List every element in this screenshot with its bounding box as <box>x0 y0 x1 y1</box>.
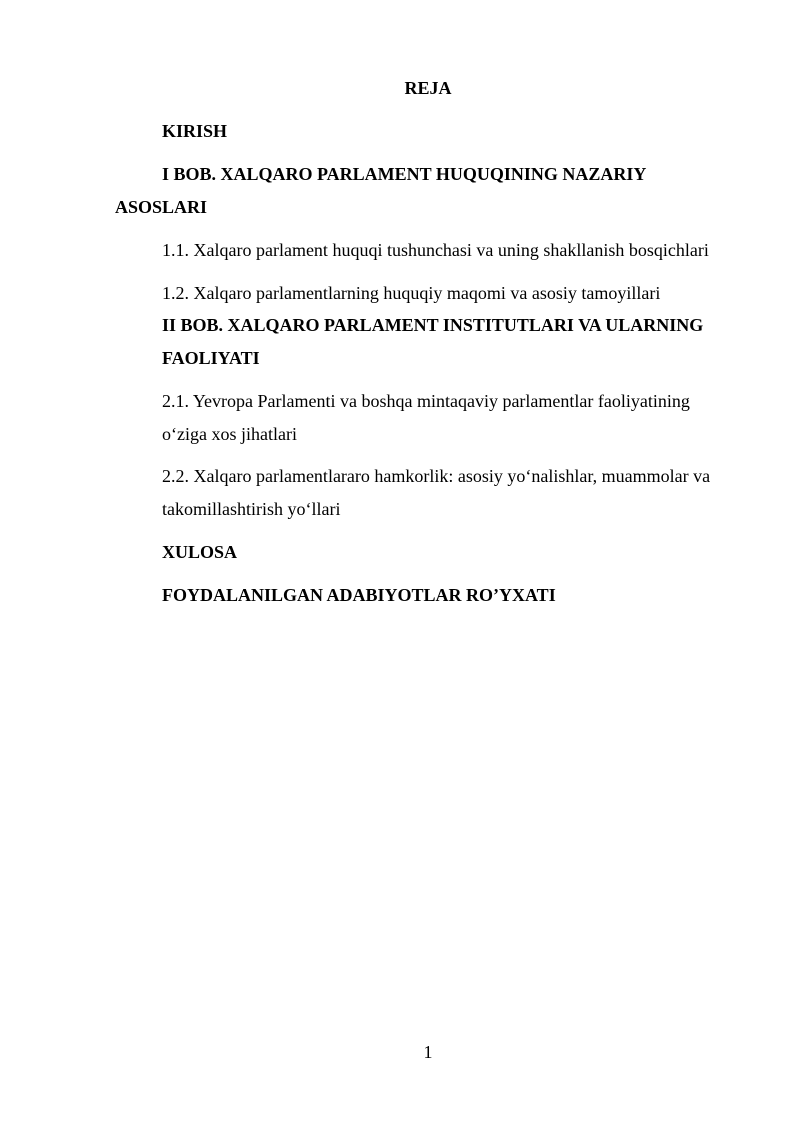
toc-section-1-2: 1.2. Xalqaro parlamentlarning huquqiy maqomi va asosiy tamoyillari <box>162 283 661 303</box>
toc-chapter-1-line-2: ASOSLARI <box>115 197 208 217</box>
toc-chapter-2-line-2: FAOLIYATI <box>162 348 260 368</box>
toc-chapter-2-line-1: II BOB. XALQARO PARLAMENT INSTITUTLARI VA ULARNING <box>162 315 704 335</box>
page-title: REJA <box>404 78 452 98</box>
toc-section-1-1: 1.1. Xalqaro parlament huquqi tushunchasi va uning shakllanish bosqichlari <box>162 240 709 260</box>
toc-section-2-2-line-2: takomillashtirish yo‘llari <box>162 499 341 519</box>
toc-section-2-1-line-1: 2.1. Yevropa Parlamenti va boshqa mintaqaviy parlamentlar faoliyatining <box>162 391 690 411</box>
toc-entry-xulosa: XULOSA <box>162 542 238 562</box>
page-number: 1 <box>423 1042 433 1062</box>
toc-entry-kirish: KIRISH <box>162 121 228 141</box>
toc-chapter-1-line-1: I BOB. XALQARO PARLAMENT HUQUQINING NAZARIY <box>162 164 647 184</box>
toc-section-2-1-line-2: o‘ziga xos jihatlari <box>162 424 297 444</box>
toc-entry-references: FOYDALANILGAN ADABIYOTLAR RO’YXATI <box>162 585 556 605</box>
toc-section-2-2-line-1: 2.2. Xalqaro parlamentlararo hamkorlik: asosiy yo‘nalishlar, muammolar va <box>162 466 711 486</box>
